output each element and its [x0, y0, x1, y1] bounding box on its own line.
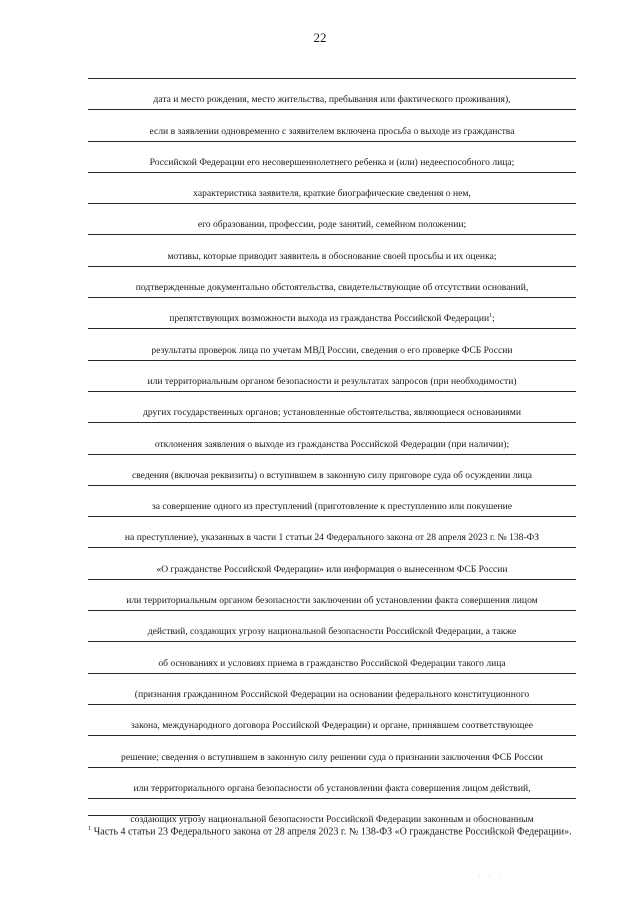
- form-line: [88, 485, 576, 516]
- form-line: [88, 172, 576, 203]
- form-line: [88, 141, 576, 172]
- form-line-text: характеристика заявителя, краткие биографические сведения о нем,: [193, 188, 471, 200]
- scan-specks: · · ·: [478, 872, 504, 880]
- footnote-text: Часть 4 статьи 23 Федерального закона от 28 апреля 2023 г. № 138-ФЗ «О гражданстве Российской Федерации».: [91, 826, 572, 838]
- form-line: [88, 78, 576, 109]
- form-line-text: его образовании, профессии, роде занятий, семейном положении;: [197, 219, 467, 231]
- form-line-text: сведения (включая реквизиты) о вступившем в законную силу приговоре суда об осуждении лица: [131, 469, 533, 481]
- form-line-text: препятствующих возможности выхода из гражданства Российской Федерации: [169, 313, 490, 325]
- form-line-text: мотивы, которые приводит заявитель в обоснование своей просьбы и их оценка;: [167, 250, 497, 262]
- form-line: [88, 673, 576, 704]
- form-line: [88, 454, 576, 485]
- form-line: [88, 360, 576, 391]
- form-line-text: за совершение одного из преступлений (приготовление к преступлению или покушение: [151, 501, 513, 513]
- form-line: [88, 610, 576, 641]
- footnote-divider: [88, 815, 200, 816]
- form-line-text: других государственных органов; установленные обстоятельства, являющиеся основаниями: [143, 407, 521, 419]
- form-line-text: или территориальным органом безопасности заключении об установлении факта совершения лицом: [126, 595, 538, 607]
- form-line: [88, 579, 576, 610]
- form-line: [88, 234, 576, 265]
- form-line-text: подтвержденные документально обстоятельства, свидетельствующие об отсутствии оснований,: [135, 282, 529, 294]
- form-line-text: отклонения заявления о выходе из гражданства Российской Федерации (при наличии);: [154, 438, 510, 450]
- form-line-text: действий, создающих угрозу национальной безопасности Российской Федерации, а также: [147, 626, 517, 638]
- form-line-text: на преступление), указанных в части 1 статьи 24 Федерального закона от 28 апреля 2023 г. № 138-ФЗ: [124, 532, 540, 544]
- form-line: [88, 266, 576, 297]
- form-line: [88, 735, 576, 766]
- form-line: [88, 516, 576, 547]
- form-line: [88, 767, 576, 798]
- form-line-text: решение; сведения о вступившем в законную силу решении суда о признании заключения ФСБ России: [121, 751, 543, 763]
- page-number: 22: [313, 30, 327, 45]
- footnote: [88, 822, 578, 838]
- footnote-marker: 1: [88, 825, 92, 832]
- form-line: [88, 422, 576, 453]
- form-line-text: (признания гражданином Российской Федерации на основании федерального конституционного: [134, 688, 530, 700]
- form-line: [88, 328, 576, 359]
- form-line-with-footnote: [88, 311, 576, 324]
- form-line: [88, 203, 576, 234]
- form-line: [88, 297, 576, 328]
- form-line-text: если в заявлении одновременно с заявителем включена просьба о выходе из гражданства: [149, 125, 515, 137]
- form-lines: [88, 78, 576, 829]
- form-line-text: «О гражданстве Российской Федерации» или информация о вынесенном ФСБ России: [156, 563, 508, 575]
- form-line: [88, 391, 576, 422]
- form-line: [88, 109, 576, 140]
- form-line-text: закона, международного договора Российской Федерации) и органе, принявшем соответствующее: [131, 720, 533, 732]
- form-line: [88, 641, 576, 672]
- footnote-reference[interactable]: 1: [489, 313, 493, 320]
- form-line-text: Российской Федерации его несовершеннолетнего ребенка и (или) недееспособного лица;: [149, 156, 515, 168]
- line-punctuation: ;: [492, 313, 495, 325]
- form-line-text: создающих угрозу национальной безопасности Российской Федерации законным и обоснованным: [130, 814, 534, 826]
- form-line: [88, 704, 576, 735]
- form-line-text: результаты проверок лица по учетам МВД России, сведения о его проверке ФСБ России: [151, 344, 513, 356]
- form-line: [88, 547, 576, 578]
- form-line-text: или территориального органа безопасности об установлении факта совершения лицом действий,: [133, 782, 531, 794]
- form-line-text: об основаниях и условиях приема в гражданство Российской Федерации такого лица: [158, 657, 506, 669]
- form-line-text: дата и место рождения, место жительства, пребывания или фактического проживания),: [153, 94, 511, 106]
- form-line-text: или территориальным органом безопасности и результатах запросов (при необходимости): [147, 375, 517, 387]
